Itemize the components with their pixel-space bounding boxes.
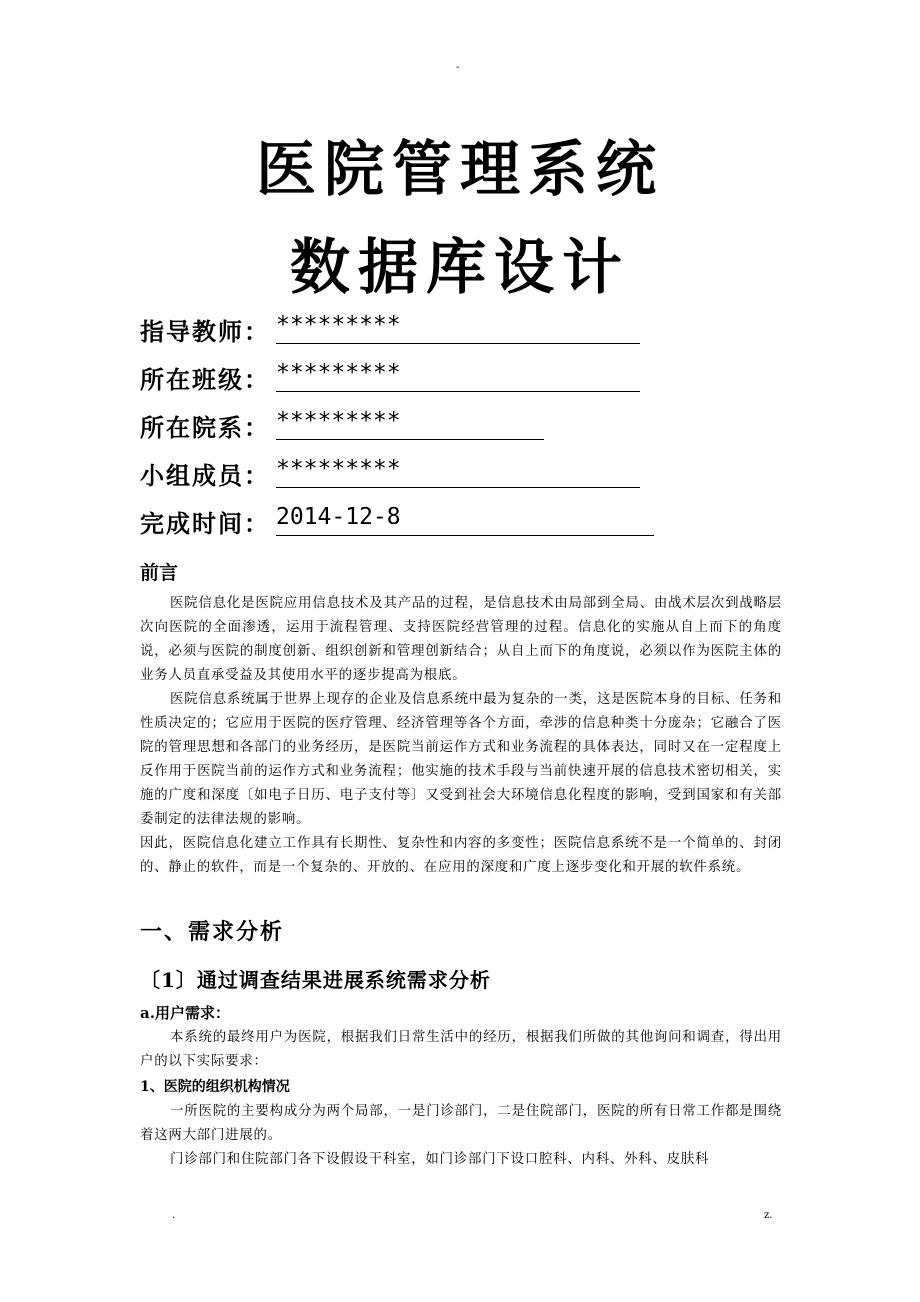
preface-heading: 前言 [140, 562, 179, 584]
field-advisor [140, 312, 640, 348]
field-advisor-label: 指导教师： [140, 317, 270, 346]
org-structure-paragraph-1: 一所医院的主要构成分为两个局部，一是门诊部门，二是住院部门，医院的所有日常工作都是围绕着这两大部门进展的。 [140, 1104, 782, 1143]
title-line-2: 数据库设计 [290, 233, 630, 303]
org-structure-heading: 1、医院的组织机构情况 [140, 1079, 290, 1095]
user-requirements-text: 本系统的最终用户为医院，根据我们日常生活中的经历，根据我们所做的其他询问和调查，得出用户的以下实际要求： [140, 1030, 782, 1069]
preface-paragraph-1: 医院信息化是医院应用信息技术及其产品的过程，是信息技术由局部到全局、由战术层次到战略层次向医院的全面渗透，运用于流程管理、支持医院经营管理的过程。信息化的实施从自上而下的角度说，必须与医院的制度创新、组织创新和管理创新结合；从自上而下的角度说，必须以作为医院主体的业务人员直承受益及其使用水平的逐步提高为根底。 [140, 596, 782, 683]
field-class-value: ********* [276, 360, 640, 392]
field-class [140, 360, 640, 396]
subsection-1-heading: 〔1〕通过调查结果进展系统需求分析 [140, 968, 491, 992]
user-requirements-heading: a.用户需求： [140, 1004, 230, 1022]
field-members-label: 小组成员： [140, 461, 270, 490]
footer-right-mark: z. [764, 1210, 773, 1221]
field-date-value: 2014-12-8 [276, 504, 654, 536]
org-structure-paragraph-2: 门诊部门和住院部门各下设假设干科室，如门诊部门下设口腔科、内科、外科、皮肤科 [170, 1152, 710, 1167]
preface-paragraph-2: 医院信息系统属于世界上现存的企业及信息系统中最为复杂的一类，这是医院本身的目标、任务和性质决定的；它应用于医院的医疗管理、经济管理等各个方面，牵涉的信息种类十分庞杂；它融合了医院的管理思想和各部门的业务经历，是医院当前运作方式和业务流程的具体表达，同时又在一定程度上反作用于医院当前的运作方式和业务流程；他实施的技术手段与当前快速开展的信息技术密切相关，实施的广度和深度〔如电子日历、电子支付等〕又受到社会大环境信息化程度的影响，受到国家和有关部委制定的法律法规的影响。 [140, 692, 782, 827]
header-mark: - [456, 62, 460, 73]
field-members-value: ********* [276, 456, 640, 488]
preface-paragraph-3: 因此，医院信息化建立工作具有长期性、复杂性和内容的多变性；医院信息系统不是一个简单的、封闭的、静止的软件，而是一个复杂的、开放的、在应用的深度和广度上逐步变化和开展的软件系统。 [140, 836, 782, 875]
field-advisor-value: ********* [276, 312, 640, 344]
field-department-label: 所在院系： [140, 413, 270, 442]
field-class-label: 所在班级： [140, 365, 270, 394]
field-date-label: 完成时间： [140, 509, 270, 538]
field-members [140, 456, 640, 492]
field-department [140, 408, 544, 444]
section-1-heading: 一、需求分析 [140, 919, 285, 945]
field-department-value: ********* [276, 408, 544, 440]
footer-left-mark: . [172, 1210, 176, 1221]
field-date [140, 504, 654, 540]
title-line-1: 医院管理系统 [256, 135, 664, 205]
